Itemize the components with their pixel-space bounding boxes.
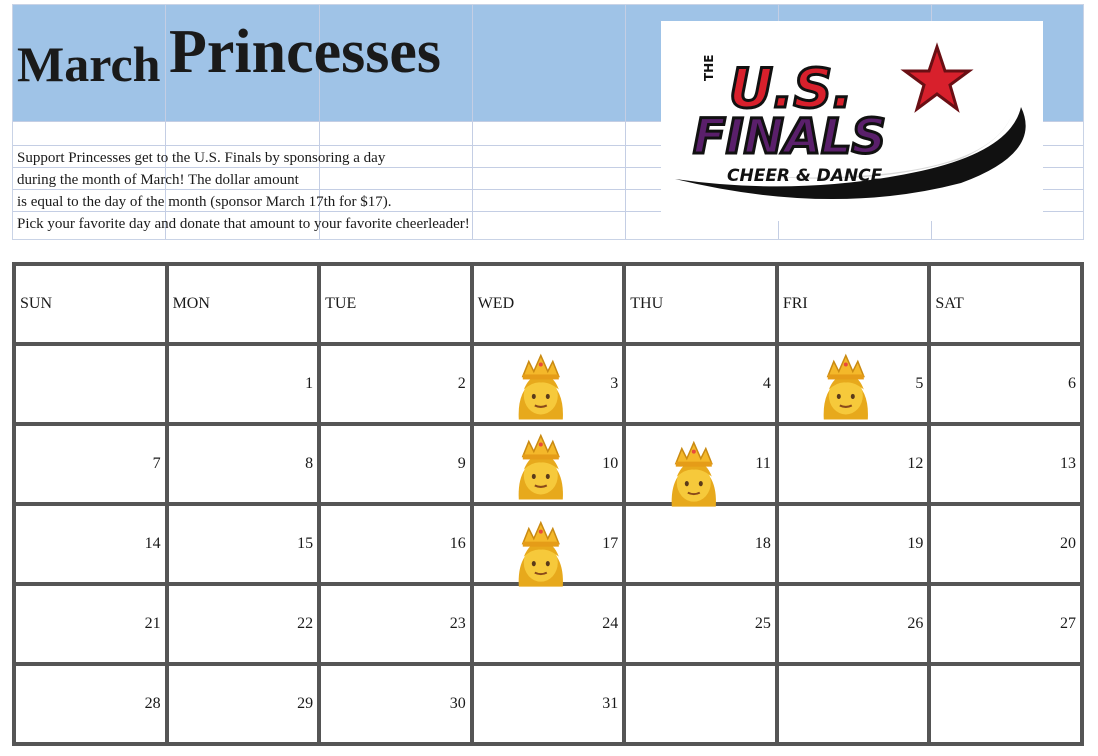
day-cell[interactable]	[167, 344, 320, 424]
day-number: 14	[144, 535, 161, 552]
day-cell[interactable]	[777, 344, 930, 424]
day-number: 9	[457, 455, 466, 472]
day-number: 6	[1068, 375, 1076, 392]
day-cell[interactable]	[167, 424, 320, 504]
day-cell[interactable]	[319, 584, 472, 664]
day-cell[interactable]	[624, 584, 777, 664]
intro-line: during the month of March! The dollar amount	[17, 172, 299, 188]
weekday-header: WED	[472, 264, 625, 344]
calendar-week-row	[14, 504, 1082, 584]
day-number: 24	[602, 615, 619, 632]
calendar-week-row	[14, 584, 1082, 664]
day-cell[interactable]	[624, 344, 777, 424]
day-number: 16	[449, 535, 466, 552]
day-number: 25	[754, 615, 771, 632]
weekday-header: FRI	[777, 264, 930, 344]
intro-line: Pick your favorite day and donate that amount to your favorite cheerleader!	[17, 216, 470, 232]
weekday-header: SAT	[929, 264, 1082, 344]
day-number: 7	[152, 455, 161, 472]
calendar-week-row	[14, 344, 1082, 424]
day-cell[interactable]	[472, 584, 625, 664]
day-cell[interactable]	[929, 664, 1082, 744]
day-cell[interactable]	[929, 504, 1082, 584]
day-number: 13	[1060, 455, 1076, 472]
day-cell[interactable]	[167, 504, 320, 584]
weekday-header: THU	[624, 264, 777, 344]
day-cell[interactable]	[319, 344, 472, 424]
intro-line: is equal to the day of the month (sponsor March 17th for $17).	[17, 194, 392, 210]
day-cell[interactable]	[777, 584, 930, 664]
day-number: 27	[1060, 615, 1076, 632]
day-cell[interactable]	[929, 584, 1082, 664]
day-number: 20	[1060, 535, 1076, 552]
princess-emoji-icon	[511, 429, 571, 501]
day-cell[interactable]	[14, 504, 167, 584]
day-number: 22	[297, 615, 314, 632]
day-cell[interactable]	[624, 504, 777, 584]
day-cell[interactable]	[777, 504, 930, 584]
day-number: 29	[297, 695, 314, 712]
day-cell[interactable]	[777, 424, 930, 504]
day-number: 5	[915, 375, 924, 392]
weekday-header: MON	[167, 264, 320, 344]
day-cell[interactable]	[777, 664, 930, 744]
team-title: Princesses	[169, 18, 442, 86]
day-number: 1	[305, 375, 314, 392]
us-finals-logo	[661, 21, 1043, 221]
day-cell[interactable]	[624, 424, 777, 504]
day-cell[interactable]	[472, 664, 625, 744]
day-number: 4	[762, 375, 771, 392]
logo-finals-text: FINALS	[693, 109, 887, 165]
day-number: 21	[144, 615, 161, 632]
march-calendar	[12, 262, 1084, 746]
weekday-header: TUE	[319, 264, 472, 344]
day-cell[interactable]	[929, 344, 1082, 424]
logo-us-text: U.S.	[729, 57, 853, 120]
day-cell[interactable]	[472, 344, 625, 424]
day-number: 31	[602, 695, 619, 712]
day-number: 15	[297, 535, 314, 552]
day-number: 30	[449, 695, 466, 712]
weekday-header: SUN	[14, 264, 167, 344]
day-number: 18	[754, 535, 771, 552]
day-cell[interactable]	[14, 344, 167, 424]
day-cell[interactable]	[167, 584, 320, 664]
header-sheet	[12, 4, 1084, 240]
day-cell[interactable]	[472, 424, 625, 504]
day-cell[interactable]	[14, 424, 167, 504]
princess-emoji-icon	[511, 349, 571, 421]
princess-emoji-icon	[511, 517, 571, 589]
day-number: 12	[907, 455, 924, 472]
month-title: March	[17, 36, 161, 92]
day-number: 2	[457, 375, 466, 392]
day-number: 17	[602, 535, 619, 552]
intro-text	[17, 147, 470, 235]
day-number: 26	[907, 615, 924, 632]
princess-emoji-icon	[816, 349, 876, 421]
day-number: 11	[755, 455, 771, 472]
day-number: 19	[907, 535, 924, 552]
logo-cheer-dance-text: CHEER & DANCE	[727, 166, 883, 186]
princess-emoji-icon	[663, 437, 723, 509]
us-finals-logo-graphic	[661, 21, 1043, 221]
calendar-week-row	[14, 424, 1082, 504]
intro-line: Support Princesses get to the U.S. Finals by sponsoring a day	[17, 150, 386, 166]
day-number: 8	[305, 455, 314, 472]
grid-line	[625, 5, 626, 240]
day-cell[interactable]	[14, 664, 167, 744]
day-cell[interactable]	[624, 664, 777, 744]
day-cell[interactable]	[929, 424, 1082, 504]
grid-line	[472, 5, 473, 240]
day-number: 28	[144, 695, 161, 712]
day-number: 3	[610, 375, 619, 392]
day-cell[interactable]	[319, 664, 472, 744]
day-cell[interactable]	[14, 584, 167, 664]
day-cell[interactable]	[167, 664, 320, 744]
weekday-header-row	[14, 264, 1082, 344]
day-cell[interactable]	[319, 424, 472, 504]
logo-the-text: THE	[702, 54, 716, 81]
day-number: 23	[449, 615, 466, 632]
star-icon	[905, 47, 969, 109]
day-number: 10	[602, 455, 619, 472]
calendar-week-row	[14, 664, 1082, 744]
day-cell[interactable]	[319, 504, 472, 584]
day-cell[interactable]	[472, 504, 625, 584]
